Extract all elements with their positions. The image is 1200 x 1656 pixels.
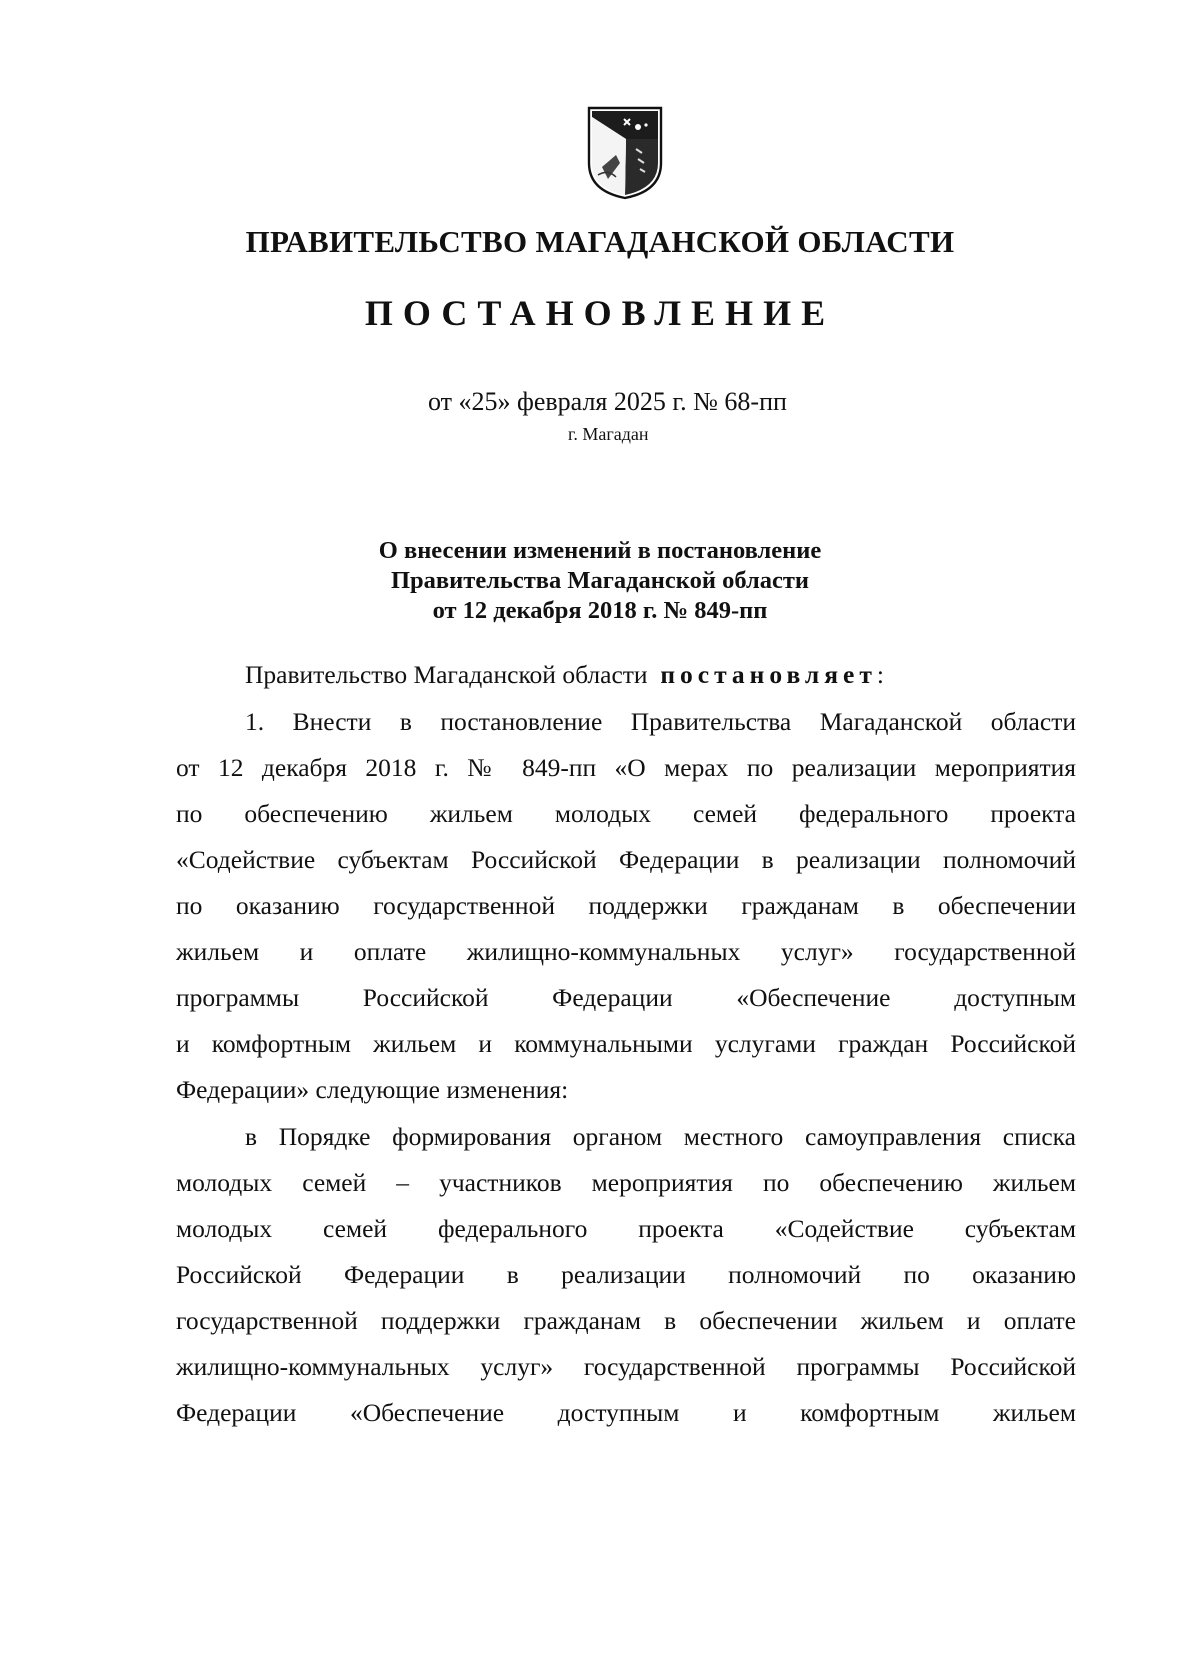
body-line: по обеспечению жильем молодых семей федерального проекта bbox=[176, 799, 1076, 828]
body-line: по оказанию государственной поддержки гражданам в обеспечении bbox=[176, 891, 1076, 920]
intro-text: Правительство Магаданской области bbox=[245, 660, 648, 689]
document-subject bbox=[0, 536, 1200, 626]
organization-title: ПРАВИТЕЛЬСТВО МАГАДАНСКОЙ ОБЛАСТИ bbox=[245, 224, 955, 259]
body-line: молодых семей – участников мероприятия по обеспечению жильем bbox=[176, 1168, 1076, 1197]
magadan-region-coat-of-arms-icon bbox=[586, 105, 664, 201]
decree-keyword: постановляет bbox=[660, 660, 877, 689]
body-line: Федерации» следующие изменения: bbox=[176, 1075, 569, 1104]
subject-line: Правительства Магаданской области bbox=[391, 567, 809, 594]
body-line: государственной поддержки гражданам в обеспечении жильем и оплате bbox=[176, 1306, 1076, 1335]
body-line: и комфортным жильем и коммунальными услугами граждан Российской bbox=[176, 1029, 1076, 1058]
body-line: жильем и оплате жилищно-коммунальных услуг» государственной bbox=[176, 937, 1076, 966]
intro-paragraph bbox=[245, 660, 1076, 690]
body-line: Федерации «Обеспечение доступным и комфортным жильем bbox=[176, 1398, 1076, 1427]
body-line: 1. Внести в постановление Правительства Магаданской области bbox=[245, 707, 1076, 736]
document-type: ПОСТАНОВЛЕНИЕ bbox=[364, 293, 836, 333]
body-line: программы Российской Федерации «Обеспечение доступным bbox=[176, 983, 1076, 1012]
intro-colon: : bbox=[876, 660, 884, 689]
body-line: молодых семей федерального проекта «Содействие субъектам bbox=[176, 1214, 1076, 1243]
body-line: «Содействие субъектам Российской Федерации в реализации полномочий bbox=[176, 845, 1076, 874]
body-line: в Порядке формирования органом местного самоуправления списка bbox=[245, 1122, 1076, 1151]
subject-line: О внесении изменений в постановление bbox=[378, 537, 822, 564]
document-city: г. Магадан bbox=[568, 424, 649, 444]
body-line: Российской Федерации в реализации полномочий по оказанию bbox=[176, 1260, 1076, 1289]
subject-line: от 12 декабря 2018 г. № 849-пп bbox=[432, 597, 768, 624]
document-date-number: от «25» февраля 2025 г. № 68-пп bbox=[428, 387, 787, 416]
body-line: от 12 декабря 2018 г. № 849-пп «О мерах по реализации мероприятия bbox=[176, 753, 1076, 782]
body-line: жилищно-коммунальных услуг» государственной программы Российской bbox=[176, 1352, 1076, 1381]
